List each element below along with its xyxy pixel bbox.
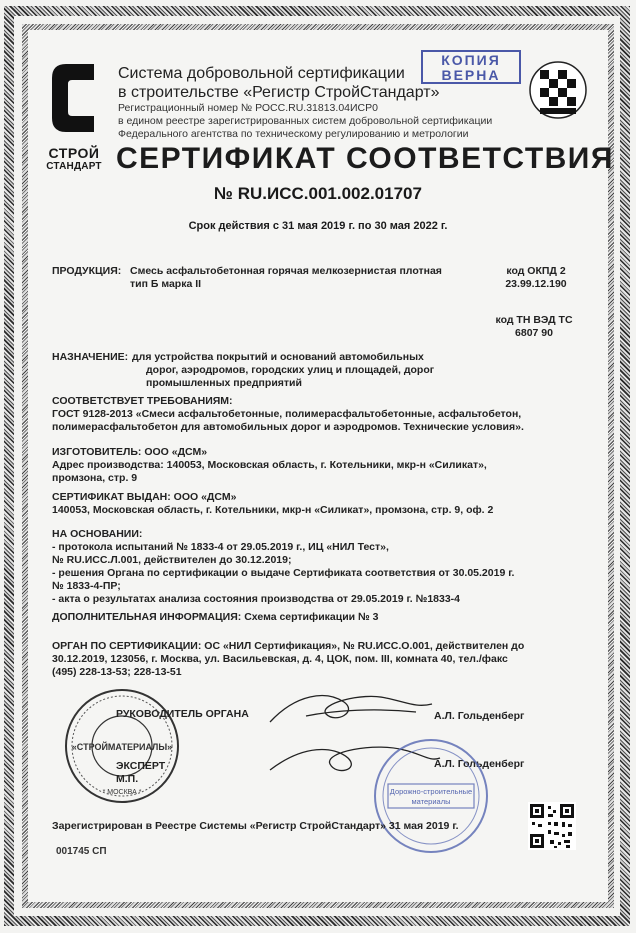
- expert-name: А.Л. Гольденберг: [434, 758, 525, 770]
- manufacturer-section: [52, 446, 487, 485]
- certificate-title: СЕРТИФИКАТ СООТВЕТСТВИЯ: [116, 142, 614, 175]
- basis-line2: № RU.ИСС.Л.001, действителен до 30.12.2019;: [52, 554, 292, 566]
- manufacturer-name: ООО «ДСМ»: [144, 446, 208, 458]
- authority-line3: (495) 228-13-53; 228-13-51: [52, 666, 182, 678]
- requirements-line2: полимерасфальтобетон для автомобильных дорог и аэродромов. Технические условия».: [52, 421, 524, 433]
- expert-label: ЭКСПЕРТ: [116, 760, 166, 772]
- purpose-text: [132, 351, 434, 390]
- copy-stamp-line2: ВЕРНА: [441, 67, 501, 83]
- additional-info-label: ДОПОЛНИТЕЛЬНАЯ ИНФОРМАЦИЯ:: [52, 611, 242, 623]
- seal-city-text: * МОСКВА *: [102, 789, 142, 796]
- issued-to-section: [52, 491, 493, 517]
- head-name: А.Л. Гольденберг: [434, 710, 525, 722]
- registration-line1: Регистрационный номер № РОСС.RU.31813.04ИСР0: [118, 102, 378, 114]
- basis-label: НА ОСНОВАНИИ:: [52, 528, 143, 540]
- certificate-content: [34, 36, 614, 898]
- basis-line4: № 1833-4-ПР;: [52, 580, 121, 592]
- basis-line1: - протокола испытаний № 1833-4 от 29.05.2019 г., ИЦ «НИЛ Тест»,: [52, 541, 389, 553]
- authority-label: ОРГАН ПО СЕРТИФИКАЦИИ:: [52, 640, 202, 652]
- logo-line1: СТРОЙ: [48, 145, 100, 161]
- system-title-line2: в строительстве «Регистр СтройСтандарт»: [118, 84, 440, 101]
- copy-verified-stamp: [421, 50, 521, 84]
- checkered-emblem-icon: [528, 60, 588, 120]
- product-line1: Смесь асфальтобетонная горячая мелкозернистая плотная: [130, 265, 442, 277]
- product-label: ПРОДУКЦИЯ:: [52, 265, 122, 277]
- head-of-body-label: РУКОВОДИТЕЛЬ ОРГАНА: [116, 708, 249, 720]
- okpd-label: код ОКПД 2: [506, 265, 566, 277]
- authority-line2: 30.12.2019, 123056, г. Москва, ул. Васильевская, д. 4, ЦОК, пом. III, комната 40, тел./факс: [52, 653, 508, 665]
- seal-center-text: «СТРОЙМАТЕРИАЛЫ»: [71, 742, 173, 752]
- basis-line3: - решения Органа по сертификации о выдаче Сертификата соответствия от 30.05.2019 г.: [52, 567, 515, 579]
- expert-section: [116, 760, 165, 786]
- requirements-section: [52, 395, 524, 434]
- copy-stamp-line1: КОПИЯ: [441, 52, 501, 68]
- okpd-code: [486, 265, 586, 291]
- expert-mp: М.П.: [116, 773, 139, 785]
- additional-info: [52, 611, 378, 624]
- serial-number: 001745 СП: [56, 846, 107, 857]
- blue-round-stamp-icon: [366, 736, 496, 856]
- manufacturer-label: ИЗГОТОВИТЕЛЬ:: [52, 446, 142, 458]
- tnved-code: [482, 314, 586, 340]
- organization-round-seal-icon: [62, 686, 182, 806]
- issued-to-label: СЕРТИФИКАТ ВЫДАН:: [52, 491, 171, 503]
- issued-to-name: ООО «ДСМ»: [173, 491, 237, 503]
- stroystandart-logo-icon: [48, 58, 100, 138]
- blue-stamp-line1: Дорожно-строительные: [389, 787, 473, 796]
- qr-code-icon: [528, 802, 576, 850]
- purpose-line1: для устройства покрытий и оснований автомобильных: [132, 351, 424, 363]
- requirements-label: СООТВЕТСТВУЕТ ТРЕБОВАНИЯМ:: [52, 395, 233, 407]
- certificate-number: № RU.ИСС.001.002.01707: [214, 184, 422, 203]
- basis-section: [52, 528, 514, 606]
- tnved-value: 6807 90: [515, 327, 553, 339]
- manufacturer-address-line2: промзона, стр. 9: [52, 472, 138, 484]
- logo-line2: СТАНДАРТ: [46, 161, 102, 172]
- system-title-line1: Система добровольной сертификации: [118, 65, 405, 82]
- issued-to-address: 140053, Московская область, г. Котельники, мкр-н «Силикат», промзона, стр. 9, оф. 2: [52, 504, 494, 516]
- basis-line5: - акта о результатах анализа состояния производства от 29.05.2019 г. №1833-4: [52, 593, 461, 605]
- requirements-line1: ГОСТ 9128-2013 «Смеси асфальтобетонные, полимерасфальтобетонные, асфальтобетон,: [52, 408, 522, 420]
- purpose-label: НАЗНАЧЕНИЕ:: [52, 351, 129, 363]
- system-title: [118, 64, 439, 102]
- registration-line3: Федерального агентства по техническому регулированию и метрологии: [118, 128, 469, 140]
- tnved-label: код ТН ВЭД ТС: [495, 314, 573, 326]
- product-line2: тип Б марка II: [130, 278, 202, 290]
- registration-info: [118, 102, 492, 141]
- blue-stamp-line2: материалы: [411, 797, 451, 806]
- logo-wordmark: [40, 147, 108, 173]
- validity-period: Срок действия с 31 мая 2019 г. по 30 мая 2022 г.: [188, 220, 448, 232]
- manufacturer-address-line1: Адрес производства: 140053, Московская область, г. Котельники, мкр-н «Силикат»,: [52, 459, 487, 471]
- okpd-value: 23.99.12.190: [505, 278, 567, 290]
- purpose-line3: промышленных предприятий: [146, 377, 302, 389]
- registry-note: Зарегистрирован в Реестре Системы «Регистр СтройСтандарт» 31 мая 2019 г.: [52, 820, 459, 832]
- head-signature: [266, 684, 436, 734]
- purpose-line2: дорог, аэродромов, городских улиц и площадей, дорог: [146, 364, 435, 376]
- additional-info-value: Схема сертификации № 3: [244, 611, 379, 623]
- authority-line1: ОС «НИЛ Сертификация», № RU.ИСС.О.001, действителен до: [204, 640, 525, 652]
- certification-authority: [52, 640, 524, 679]
- registration-line2: в едином реестре зарегистрированных систем добровольной сертификации: [118, 115, 493, 127]
